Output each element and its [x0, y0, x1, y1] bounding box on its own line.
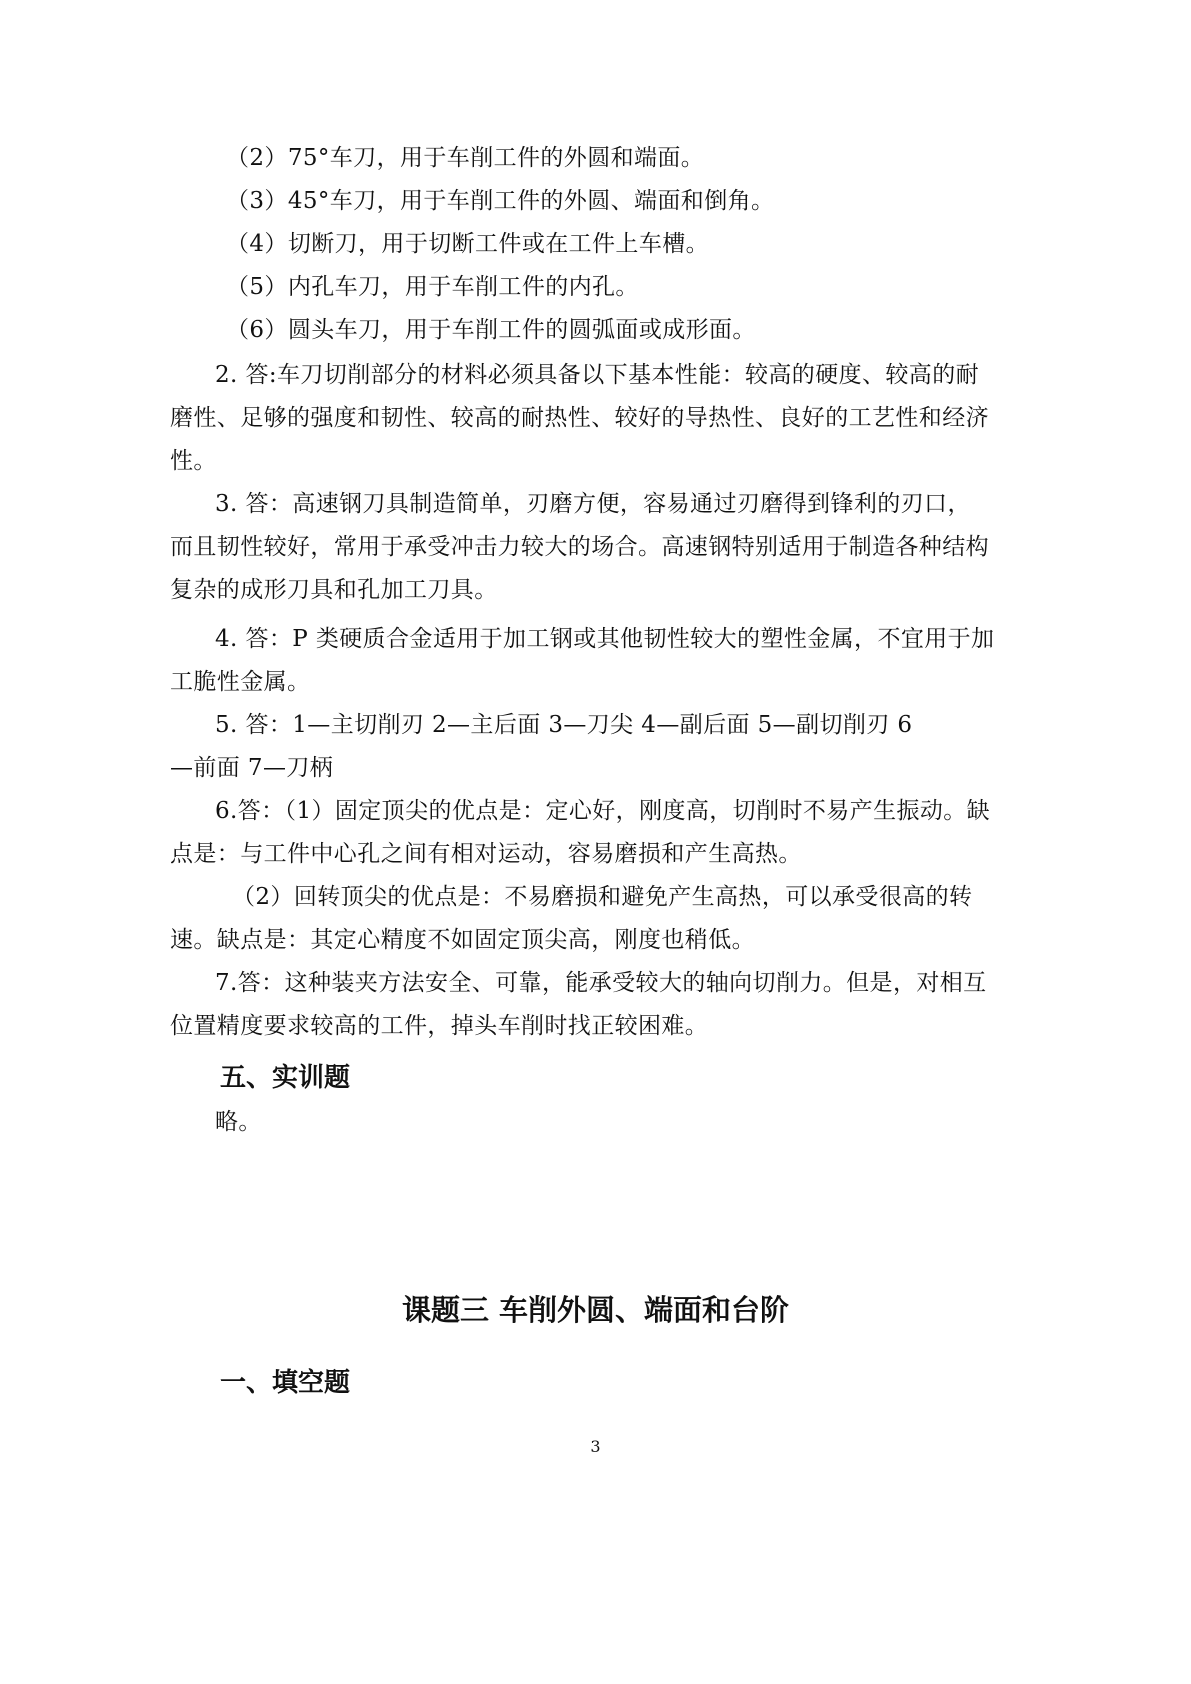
- answer-3-line-1: 3. 答：高速钢刀具制造简单，刃磨方便，容易通过刃磨得到锋利的刃口，: [215, 491, 971, 517]
- answer-2-line-3: 性。: [170, 448, 217, 474]
- answer-6-line-1: 6.答：（1）固定顶尖的优点是：定心好，刚度高，切削时不易产生振动。缺: [215, 798, 991, 824]
- answer-6-line-3: （2）回转顶尖的优点是：不易磨损和避免产生高热，可以承受很高的转: [232, 884, 973, 910]
- answer-4-line-2: 工脆性金属。: [170, 669, 311, 695]
- chapter-title: 课题三 车削外圆、端面和台阶: [401, 1293, 790, 1327]
- tool-item-2: （2）75°车刀，用于车削工件的外圆和端面。: [226, 145, 705, 171]
- answer-7-line-1: 7.答：这种装夹方法安全、可靠，能承受较大的轴向切削力。但是，对相互: [215, 970, 987, 996]
- page-number: 3: [590, 1437, 601, 1456]
- tool-item-5: （5）内孔车刀，用于车削工件的内孔。: [226, 274, 639, 300]
- tool-item-6: （6）圆头车刀，用于车削工件的圆弧面或成形面。: [226, 317, 756, 343]
- answer-5-line-2: —前面 7—刀柄: [170, 755, 334, 781]
- answer-2-line-2: 磨性、足够的强度和韧性、较高的耐热性、较好的导热性、良好的工艺性和经济: [170, 405, 989, 431]
- answer-5-line-1: 5. 答：1—主切削刃 2—主后面 3—刀尖 4—副后面 5—副切削刃 6: [215, 712, 913, 738]
- section-1-heading: 一、填空题: [220, 1368, 351, 1398]
- tool-item-3: （3）45°车刀，用于车削工件的外圆、端面和倒角。: [226, 188, 775, 214]
- answer-2-line-1: 2. 答:车刀切削部分的材料必须具备以下基本性能：较高的硬度、较高的耐: [215, 362, 980, 388]
- answer-3-line-3: 复杂的成形刀具和孔加工刀具。: [170, 577, 498, 603]
- section-5-body: 略。: [215, 1109, 262, 1135]
- answer-4-line-1: 4. 答：P 类硬质合金适用于加工钢或其他韧性较大的塑性金属，不宜用于加: [215, 626, 995, 652]
- answer-6-line-2: 点是：与工件中心孔之间有相对运动，容易磨损和产生高热。: [170, 841, 802, 867]
- answer-7-line-2: 位置精度要求较高的工件，掉头车削时找正较困难。: [170, 1013, 709, 1039]
- section-5-heading: 五、实训题: [220, 1063, 351, 1093]
- answer-3-line-2: 而且韧性较好，常用于承受冲击力较大的场合。高速钢特别适用于制造各种结构: [170, 534, 989, 560]
- tool-item-4: （4）切断刀，用于切断工件或在工件上车槽。: [226, 231, 710, 257]
- answer-6-line-4: 速。缺点是：其定心精度不如固定顶尖高，刚度也稍低。: [170, 927, 755, 953]
